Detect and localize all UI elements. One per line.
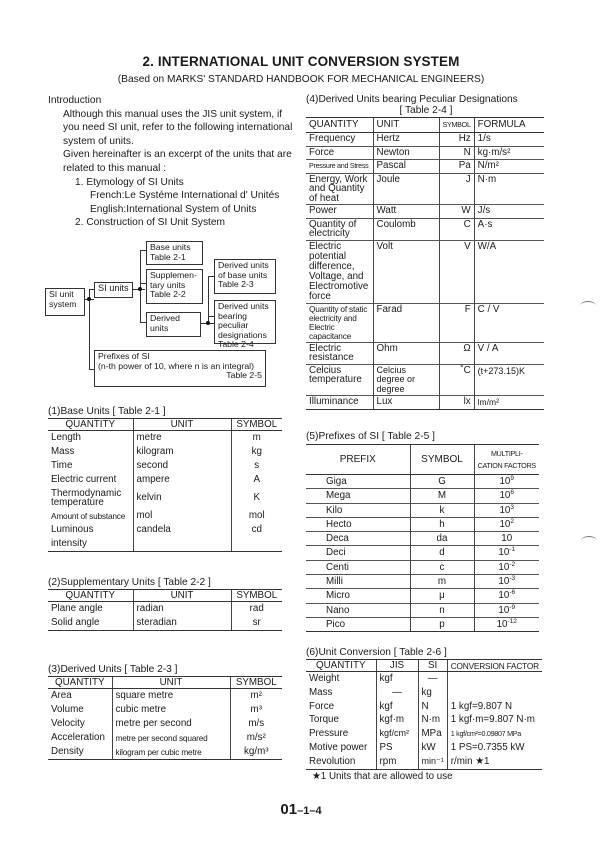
page-subtitle: (Based on MARKS' STANDARD HANDBOOK FOR MECHANICAL ENGINEERS) bbox=[117, 74, 485, 85]
intro-paragraph-2: Given hereinafter is an excerpt of the units that are related to this manual : bbox=[63, 149, 292, 174]
table-cell: Solid angle bbox=[48, 616, 133, 631]
table-derived-units bbox=[48, 664, 282, 760]
table-cell: Time bbox=[51, 460, 73, 471]
table-cell: Density bbox=[48, 745, 112, 760]
table-cell: Pa bbox=[439, 160, 474, 174]
table-cell: C bbox=[439, 218, 474, 240]
table-cell: s bbox=[231, 459, 282, 473]
table-cell: Newton bbox=[373, 146, 439, 160]
table-cell: 10 bbox=[474, 532, 539, 546]
table-cell: $10^{-1}$ bbox=[474, 546, 539, 560]
table-row bbox=[306, 713, 542, 727]
table-cell: Acceleration bbox=[51, 732, 105, 743]
table-cell: $10^2$ bbox=[474, 517, 539, 531]
table-cell: V bbox=[439, 240, 474, 303]
table-cell: ampere bbox=[133, 473, 231, 487]
intro-item-1: 1. Etymology of SI Units bbox=[75, 176, 184, 188]
page-title: 2. INTERNATIONAL UNIT CONVERSION SYSTEM bbox=[142, 54, 460, 69]
table-header-row bbox=[306, 445, 539, 475]
table-cell: Joule bbox=[373, 173, 439, 205]
table-cell: — bbox=[418, 672, 447, 686]
table-cell: $10^{-6}$ bbox=[474, 589, 539, 603]
page-number: 01–1–4 bbox=[280, 801, 322, 818]
table-cell: $10^6$ bbox=[474, 489, 539, 503]
table-cell: N/m² bbox=[474, 160, 544, 174]
table-cell: kgf/cm² bbox=[376, 727, 418, 741]
table-caption: (6)Unit Conversion [ Table 2-6 ] bbox=[306, 647, 447, 658]
table-row bbox=[306, 475, 539, 489]
table-header-row bbox=[306, 118, 544, 133]
intro-paragraph-1: Although this manual uses the JIS unit system, if you need SI unit, refer to the following international system of units. bbox=[63, 108, 293, 147]
table-cell: V / A bbox=[474, 342, 544, 364]
table-header-cell: SYMBOL bbox=[230, 677, 282, 689]
table-cell: metre bbox=[133, 431, 231, 446]
table-row bbox=[306, 133, 544, 147]
table-caption: (1)Base Units [ Table 2-1 ] bbox=[48, 406, 166, 417]
table-header-row bbox=[48, 590, 282, 602]
table-cell: Watt bbox=[373, 205, 439, 219]
table-cell: kgf bbox=[376, 700, 418, 714]
table-row bbox=[48, 602, 282, 617]
table-cell: Coulomb bbox=[373, 218, 439, 240]
table-header-cell: QUANTITY bbox=[306, 118, 373, 133]
table-row bbox=[306, 727, 542, 741]
table-header-row bbox=[306, 660, 542, 672]
table-cell: kilogram bbox=[133, 445, 231, 459]
table-cell: Power bbox=[306, 205, 373, 219]
table-cell: A bbox=[231, 473, 282, 487]
table-cell: candela bbox=[133, 523, 231, 552]
table-cell: m bbox=[410, 575, 474, 589]
table-cell: N·m bbox=[418, 713, 447, 727]
table-cell: $10^{-2}$ bbox=[474, 560, 539, 574]
table-row bbox=[306, 755, 542, 769]
table-cell: kW bbox=[418, 741, 447, 755]
table-row bbox=[48, 431, 282, 446]
table-header-cell: UNIT bbox=[133, 419, 231, 431]
table-row bbox=[48, 459, 282, 473]
table-cell: N bbox=[439, 146, 474, 160]
table-cell: $10^9$ bbox=[474, 475, 539, 489]
table-cell: Force bbox=[309, 700, 335, 712]
table-header-cell: CONVERSION FACTOR bbox=[447, 660, 542, 672]
table-cell: m² bbox=[230, 689, 282, 704]
table-cell: cd bbox=[231, 523, 282, 552]
table-row bbox=[306, 560, 539, 574]
table-cell bbox=[447, 672, 542, 686]
table-cell: PS bbox=[376, 741, 418, 755]
table-cell: 1 kgf·m=9.807 N·m bbox=[447, 713, 542, 727]
table-cell: Pascal bbox=[373, 160, 439, 174]
table-cell: Luminous intensity bbox=[48, 523, 133, 552]
table-cell: Deca bbox=[306, 532, 410, 546]
table-cell: lx bbox=[439, 396, 474, 410]
table-cell: Celcius degree or degree bbox=[373, 364, 439, 396]
diagram-derived-base-units: Derived units of base units Table 2-3 bbox=[214, 259, 276, 294]
table-caption-ref: [ Table 2-4 ] bbox=[399, 105, 453, 116]
table-header-cell: SYMBOL bbox=[439, 118, 474, 133]
table-cell: (t+273.15)K bbox=[474, 364, 544, 396]
table-derived-peculiar bbox=[306, 94, 546, 410]
table-row bbox=[48, 731, 282, 745]
table-header-cell: SYMBOL bbox=[231, 590, 282, 602]
table-cell: ˚C bbox=[439, 364, 474, 396]
table-cell: Pico bbox=[306, 617, 410, 631]
table-cell: metre per second squared bbox=[112, 731, 230, 745]
table-cell: 1/s bbox=[474, 133, 544, 147]
table-row bbox=[48, 616, 282, 631]
table-cell: A·s bbox=[474, 218, 544, 240]
table-cell: lm/m² bbox=[474, 396, 544, 410]
table-cell: Energy, Work and Quantity of heat bbox=[306, 173, 373, 205]
table-cell bbox=[447, 686, 542, 700]
table-cell: da bbox=[410, 532, 474, 546]
table-cell: Giga bbox=[306, 475, 410, 489]
intro-item-1-french: French:Le Systéme International d' Unités bbox=[90, 190, 280, 202]
table-cell: Farad bbox=[373, 303, 439, 342]
table-row bbox=[306, 532, 539, 546]
table-row bbox=[48, 473, 282, 487]
table-cell: Torque bbox=[309, 714, 339, 726]
table-row bbox=[306, 489, 539, 503]
intro-item-2: 2. Construction of SI Unit System bbox=[75, 217, 226, 229]
table-cell: $10^{-3}$ bbox=[474, 575, 539, 589]
table-cell: Milli bbox=[306, 575, 410, 589]
table-cell: c bbox=[410, 560, 474, 574]
table-header-cell: MULTIPLI- CATION FACTORS bbox=[474, 445, 539, 475]
table-cell: Volt bbox=[373, 240, 439, 303]
table-header-row bbox=[48, 677, 282, 689]
table-cell: 1 PS=0.7355 kW bbox=[447, 741, 542, 755]
diagram-prefixes: Prefixes of SI (n-th power of 10, where n is an integral) Table 2-5 bbox=[94, 350, 266, 387]
table-cell: second bbox=[133, 459, 231, 473]
table-cell: Ω bbox=[439, 342, 474, 364]
table-cell: k bbox=[410, 503, 474, 517]
table-row bbox=[48, 487, 282, 509]
table-header-cell: SYMBOL bbox=[410, 445, 474, 475]
table-cell: Hecto bbox=[306, 517, 410, 531]
table-cell: 1 kgf=9.807 N bbox=[447, 700, 542, 714]
table-header-cell: UNIT bbox=[133, 590, 231, 602]
table-cell: — bbox=[376, 686, 418, 700]
table-supplementary-units bbox=[48, 577, 282, 631]
table-header-cell: QUANTITY bbox=[306, 660, 376, 672]
table-header-cell: QUANTITY bbox=[48, 590, 133, 602]
table-cell: min⁻¹ bbox=[418, 755, 447, 769]
table-row bbox=[306, 672, 542, 686]
table-cell: Mega bbox=[306, 489, 410, 503]
table-cell: Mass bbox=[309, 686, 333, 698]
table-si-prefixes bbox=[306, 431, 539, 632]
table-row bbox=[306, 205, 544, 219]
table-cell: m/s bbox=[230, 717, 282, 731]
diagram-si-unit-system: SI unit system bbox=[45, 288, 85, 316]
table-cell: N bbox=[418, 700, 447, 714]
introduction-section bbox=[48, 94, 298, 230]
table-row bbox=[48, 703, 282, 717]
table-row bbox=[48, 523, 282, 552]
table-cell: kg bbox=[231, 445, 282, 459]
table-row bbox=[306, 700, 542, 714]
table-cell: Electric potential difference, Voltage, and Electromotive force bbox=[306, 240, 373, 303]
table-cell: F bbox=[439, 303, 474, 342]
table-row bbox=[306, 342, 544, 364]
table-cell: metre per second bbox=[112, 717, 230, 731]
table-cell: Amount of substance bbox=[51, 511, 126, 521]
table-header-cell: QUANTITY bbox=[48, 677, 112, 689]
table-cell: Illuminance bbox=[306, 396, 373, 410]
intro-item-1-english: English:International System of Units bbox=[90, 203, 257, 215]
table-row bbox=[48, 509, 282, 523]
table-cell: G bbox=[410, 475, 474, 489]
table-row bbox=[306, 396, 544, 410]
table-row bbox=[306, 517, 539, 531]
table-cell: p bbox=[410, 617, 474, 631]
table-cell: mol bbox=[133, 509, 231, 523]
table-cell: Frequency bbox=[306, 133, 373, 147]
table-cell: m³ bbox=[230, 703, 282, 717]
table-cell: kgf bbox=[376, 672, 418, 686]
table-row bbox=[48, 689, 282, 704]
table-header-cell: SI bbox=[418, 660, 447, 672]
table-cell: kg/m³ bbox=[230, 745, 282, 760]
table-cell: kgf·m bbox=[376, 713, 418, 727]
table-cell: Electric current bbox=[51, 474, 117, 485]
table-cell: K bbox=[231, 487, 282, 509]
table-header-cell: JIS bbox=[376, 660, 418, 672]
table-cell: Area bbox=[51, 690, 72, 701]
diagram-supplementary-units: Supplemen- tary units Table 2-2 bbox=[146, 269, 203, 304]
table-cell: m/s² bbox=[230, 731, 282, 745]
table-row bbox=[48, 445, 282, 459]
table-cell: Revolution bbox=[306, 755, 376, 769]
table-cell: Pressure and Stress bbox=[306, 160, 373, 174]
diagram-derived-units: Derived units bbox=[146, 312, 201, 337]
table-caption: (2)Supplementary Units [ Table 2-2 ] bbox=[48, 577, 211, 588]
table-cell: $10^3$ bbox=[474, 503, 539, 517]
table-cell: MPa bbox=[418, 727, 447, 741]
table-caption: (5)Prefixes of SI [ Table 2-5 ] bbox=[306, 431, 435, 442]
table-row bbox=[306, 575, 539, 589]
table-caption: (3)Derived Units [ Table 2-3 ] bbox=[48, 664, 178, 675]
table-cell: d bbox=[410, 546, 474, 560]
table-cell: rpm bbox=[376, 755, 418, 769]
table-cell: Electric resistance bbox=[306, 342, 373, 364]
table-cell: Centi bbox=[306, 560, 410, 574]
table-row bbox=[306, 160, 544, 174]
table-cell: square metre bbox=[112, 689, 230, 704]
table-row bbox=[306, 741, 542, 755]
table-row bbox=[306, 146, 544, 160]
intro-heading: Introduction bbox=[48, 95, 102, 106]
table-cell: $10^{-12}$ bbox=[474, 617, 539, 631]
table-cell: cubic metre bbox=[112, 703, 230, 717]
table-cell: Length bbox=[51, 432, 81, 443]
table-row bbox=[306, 218, 544, 240]
table-cell: Velocity bbox=[51, 718, 85, 729]
table-cell: kg bbox=[418, 686, 447, 700]
table-row bbox=[306, 546, 539, 560]
table-cell: $10^{-9}$ bbox=[474, 603, 539, 617]
table-cell: n bbox=[410, 603, 474, 617]
table-row bbox=[306, 686, 542, 700]
table-cell: Quantity of static electricity and Electric capacitance bbox=[306, 303, 373, 342]
table-cell: W/A bbox=[474, 240, 544, 303]
table-cell: J/s bbox=[474, 205, 544, 219]
table-cell: N·m bbox=[474, 173, 544, 205]
table-row bbox=[306, 173, 544, 205]
table-cell: Weight bbox=[309, 673, 340, 684]
table-cell: Plane angle bbox=[51, 603, 103, 614]
table-cell: W bbox=[439, 205, 474, 219]
table-cell: Deci bbox=[306, 546, 410, 560]
diagram-si-units: SI units bbox=[94, 282, 133, 298]
table-cell: mol bbox=[231, 509, 282, 523]
table-row bbox=[306, 240, 544, 303]
table-row bbox=[48, 717, 282, 731]
table-cell: Quantity of electricity bbox=[306, 218, 373, 240]
table-cell: Thermodynamic temperature bbox=[51, 488, 122, 508]
table-cell: 1 kgf/cm²=0.09807 MPa bbox=[447, 727, 542, 741]
table-cell: kilogram per cubic metre bbox=[112, 745, 230, 760]
table-header-cell: UNIT bbox=[112, 677, 230, 689]
table-row bbox=[306, 303, 544, 342]
table-cell: M bbox=[410, 489, 474, 503]
table-cell: Nano bbox=[306, 603, 410, 617]
table-cell: Pressure bbox=[309, 728, 349, 740]
table-cell: Mass bbox=[51, 446, 75, 457]
table-row bbox=[306, 503, 539, 517]
table-cell: steradian bbox=[133, 616, 231, 631]
table-cell: Hz bbox=[439, 133, 474, 147]
table-row bbox=[306, 617, 539, 631]
table-base-units bbox=[48, 406, 282, 552]
scan-mark-decoration bbox=[580, 301, 596, 311]
table-row bbox=[306, 603, 539, 617]
table-header-cell: SYMBOL bbox=[231, 419, 282, 431]
table-cell: sr bbox=[231, 616, 282, 631]
table-unit-conversion bbox=[306, 647, 542, 782]
table-cell: J bbox=[439, 173, 474, 205]
diagram-base-units: Base units Table 2-1 bbox=[146, 241, 203, 265]
table-cell: μ bbox=[410, 589, 474, 603]
table-cell: Hertz bbox=[373, 133, 439, 147]
table-header-row bbox=[48, 419, 282, 431]
table-row bbox=[306, 364, 544, 396]
table-cell: m bbox=[231, 431, 282, 446]
table-cell: Celcius temperature bbox=[306, 364, 373, 396]
table-header-cell: UNIT bbox=[373, 118, 439, 133]
table-cell: rad bbox=[231, 602, 282, 617]
table-footnote: ★1 Units that are allowed to use bbox=[312, 770, 453, 782]
table-caption: (4)Derived Units bearing Peculiar Designations bbox=[306, 94, 518, 105]
scan-mark-decoration bbox=[581, 536, 597, 546]
table-cell: C / V bbox=[474, 303, 544, 342]
table-cell: h bbox=[410, 517, 474, 531]
table-cell: Volume bbox=[51, 704, 84, 715]
table-header-cell: QUANTITY bbox=[48, 419, 133, 431]
table-cell: Kilo bbox=[306, 503, 410, 517]
table-header-cell: PREFIX bbox=[306, 445, 410, 475]
table-cell: kelvin bbox=[133, 487, 231, 509]
table-cell: Force bbox=[306, 146, 373, 160]
table-cell: Ohm bbox=[373, 342, 439, 364]
diagram-derived-peculiar-units: Derived units bearing peculiar designations Table 2-4 bbox=[214, 300, 276, 344]
table-header-cell: FORMULA bbox=[474, 118, 544, 133]
table-cell: radian bbox=[133, 602, 231, 617]
table-cell: Lux bbox=[373, 396, 439, 410]
table-cell: kg·m/s² bbox=[474, 146, 544, 160]
table-cell: Motive power bbox=[309, 741, 368, 753]
table-row bbox=[48, 745, 282, 760]
table-cell: Micro bbox=[306, 589, 410, 603]
table-cell: r/min ★1 bbox=[447, 755, 542, 769]
table-row bbox=[306, 589, 539, 603]
